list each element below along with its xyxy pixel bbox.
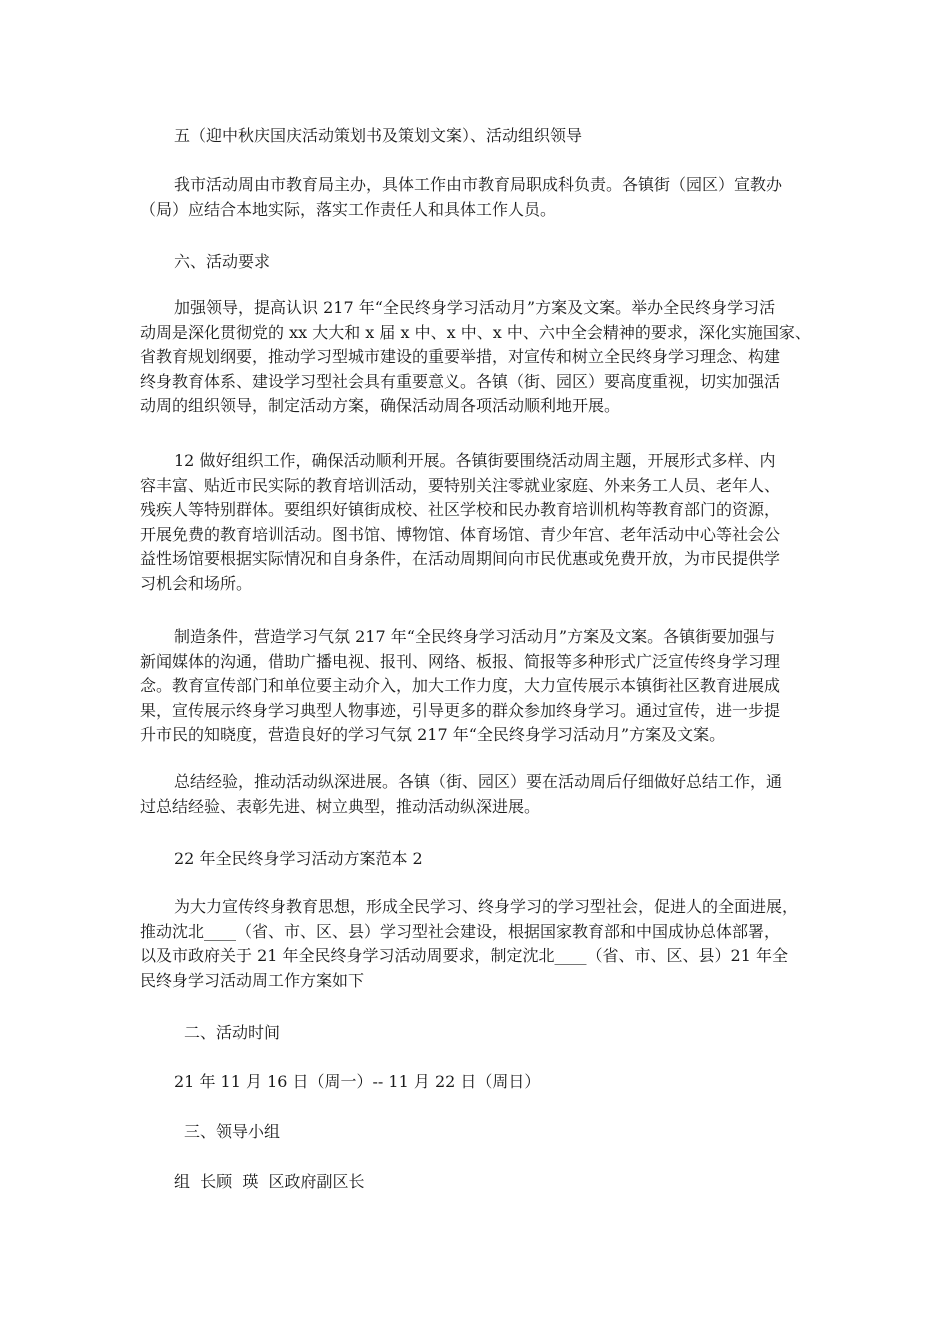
text-line: 民终身学习活动周工作方案如下 — [140, 970, 365, 990]
text-line: 二、活动时间 — [184, 1023, 281, 1042]
text-line: 以及市政府关于 21 年全民终身学习活动周要求，制定沈北____（省、市、区、县）21 年全 — [140, 946, 788, 965]
text-line: 12 做好组织工作，确保活动顺利开展。各镇街要围绕活动周主题，开展形式多样、内 — [174, 451, 776, 470]
text-line: 益性场馆要根据实际情况和自身条件，在活动周期间向市民优惠或免费开放，为市民提供学 — [140, 549, 781, 568]
text-line: 推动沈北____（省、市、区、县）学习型社会建设，根据国家教育部和中国成协总体部署， — [140, 921, 781, 941]
text-line: 为大力宣传终身教育思想，形成全民学习、终身学习的学习型社会，促进人的全面进展， — [174, 897, 799, 916]
text-line: 终身教育体系、建设学习型社会具有重要意义。各镇（街、园区）要高度重视，切实加强活 — [140, 371, 781, 391]
leader-entry — [140, 1170, 820, 1195]
text-line: 新闻媒体的沟通，借助广播电视、报刊、网络、板报、简报等多种形式广泛宣传终身学习理 — [140, 651, 781, 671]
text-line: 21 年 11 月 16 日（周一）-- 11 月 22 日（周日） — [174, 1072, 541, 1091]
section-heading-three — [140, 1120, 820, 1145]
text-line: 22 年全民终身学习活动方案范本 2 — [174, 849, 423, 868]
text-line: 六、活动要求 — [174, 252, 271, 271]
body-paragraph — [140, 449, 820, 596]
body-paragraph — [140, 296, 820, 419]
sample-title — [140, 847, 820, 872]
text-line: 容丰富、贴近市民实际的教育培训活动，要特别关注零就业家庭、外来务工人员、老年人、 — [140, 475, 781, 495]
text-line: 动周的组织领导，制定活动方案，确保活动周各项活动顺利地开展。 — [140, 396, 621, 415]
body-paragraph — [140, 895, 820, 993]
text-line: 升市民的知晓度，营造良好的学习气氛 217 年“全民终身学习活动月”方案及文案。 — [140, 725, 726, 744]
body-paragraph — [140, 625, 820, 748]
text-line: 果，宣传展示终身学习典型人物事迹，引导更多的群众参加终身学习。通过宣传，进一步提 — [140, 700, 781, 720]
body-paragraph — [140, 770, 820, 819]
text-line: 习机会和场所。 — [140, 573, 253, 593]
text-line: 动周是深化贯彻党的 xx 大大和 x 届 x 中、x 中、x 中、六中全会精神的要求，深化实施国家、 — [140, 322, 811, 342]
activity-dates — [140, 1070, 820, 1095]
body-paragraph — [140, 173, 820, 222]
text-line: 过总结经验、表彰先进、树立典型，推动活动纵深进展。 — [140, 796, 541, 816]
text-line: 总结经验，推动活动纵深进展。各镇（街、园区）要在活动周后仔细做好总结工作，通 — [174, 772, 783, 791]
section-heading-five — [140, 124, 820, 149]
text-line: 残疾人等特别群体。要组织好镇街成校、社区学校和民办教育培训机构等教育部门的资源， — [140, 500, 781, 519]
text-line: 制造条件，营造学习气氛 217 年“全民终身学习活动月”方案及文案。各镇街要加强与 — [174, 627, 776, 646]
text-line: 我市活动周由市教育局主办，具体工作由市教育局职成科负责。各镇街（园区）宣教办 — [174, 175, 783, 194]
text-line: 三、领导小组 — [184, 1122, 281, 1141]
text-line: 开展免费的教育培训活动。图书馆、博物馆、体育场馆、青少年宫、老年活动中心等社会公 — [140, 524, 781, 544]
section-heading-six — [140, 250, 820, 275]
text-line: 五（迎中秋庆国庆活动策划书及策划文案）、活动组织领导 — [174, 126, 583, 145]
text-line: 念。教育宣传部门和单位要主动介入，加大工作力度，大力宣传展示本镇街社区教育进展成 — [140, 676, 781, 695]
text-line: （局）应结合本地实际，落实工作责任人和具体工作人员。 — [140, 199, 557, 219]
text-line: 省教育规划纲要，推动学习型城市建设的重要举措，对宣传和树立全民终身学习理念、构建 — [140, 347, 781, 366]
text-line: 加强领导，提高认识 217 年“全民终身学习活动月”方案及文案。举办全民终身学习活 — [174, 298, 776, 317]
section-heading-two — [140, 1021, 820, 1046]
text-line: 组 长顾 瑛 区政府副区长 — [174, 1172, 365, 1191]
